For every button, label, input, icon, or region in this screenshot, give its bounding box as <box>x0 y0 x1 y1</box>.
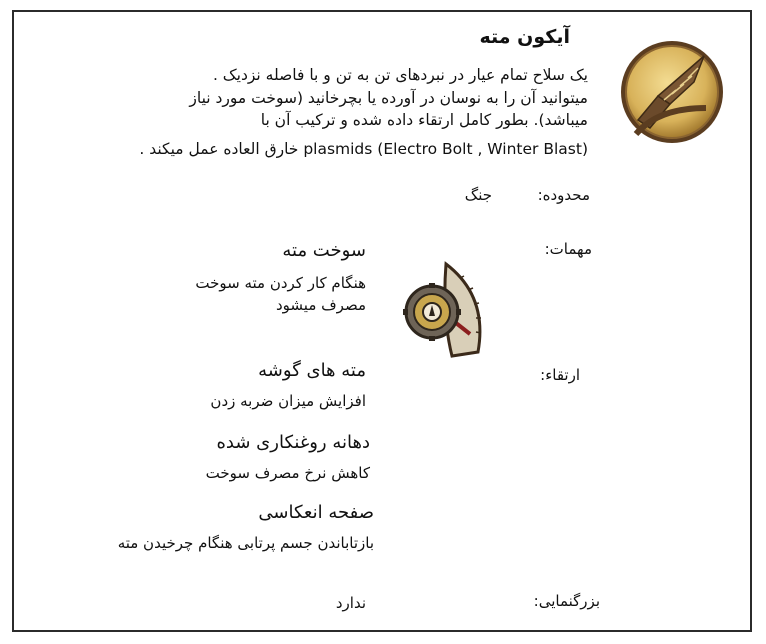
upgrade-name: دهانه روغنکاری شده <box>216 432 370 453</box>
ammo-label: مهمات: <box>544 240 592 258</box>
upgrade-description: افزایش میزان ضربه زدن <box>210 392 366 410</box>
drill-icon <box>618 38 726 146</box>
ammo-name: سوخت مته <box>282 240 366 261</box>
ammo-description-line: هنگام کار کردن مته سوخت <box>195 274 366 292</box>
fuel-gauge-icon <box>402 256 488 368</box>
description-line: میباشد). بطور کامل ارتقاء داده شده و ترکیب آن با <box>260 111 588 129</box>
upgrade-name: صفحه انعکاسی <box>258 502 374 523</box>
ammo-description-line: مصرف میشود <box>275 296 366 314</box>
zoom-value: ندارد <box>335 594 366 612</box>
upgrades-label: ارتقاء: <box>540 366 580 384</box>
zoom-label: بزرگنمایی: <box>533 592 600 610</box>
description-line: (Electro Bolt , Winter Blast) plasmids خارق العاده عمل میکند . <box>139 139 588 158</box>
description-line: میتوانید آن را به نوسان در آورده یا بچرخانید (سوخت مورد نیاز <box>189 88 588 107</box>
upgrade-name: مته های گوشه <box>258 360 366 381</box>
ammo-description <box>106 272 366 316</box>
weapon-title: آیکون مته <box>479 26 570 48</box>
upgrade-description: بازتاباندن جسم پرتابی هنگام چرخیدن مته <box>117 534 374 552</box>
range-value: جنگ <box>464 186 492 204</box>
weapon-info-card <box>12 10 752 632</box>
range-label: محدوده: <box>537 186 590 204</box>
weapon-description <box>28 64 588 160</box>
description-line: یک سلاح تمام عیار در نبردهای تن به تن و با فاصله نزدیک . <box>212 66 588 84</box>
upgrade-description: کاهش نرخ مصرف سوخت <box>205 464 370 482</box>
